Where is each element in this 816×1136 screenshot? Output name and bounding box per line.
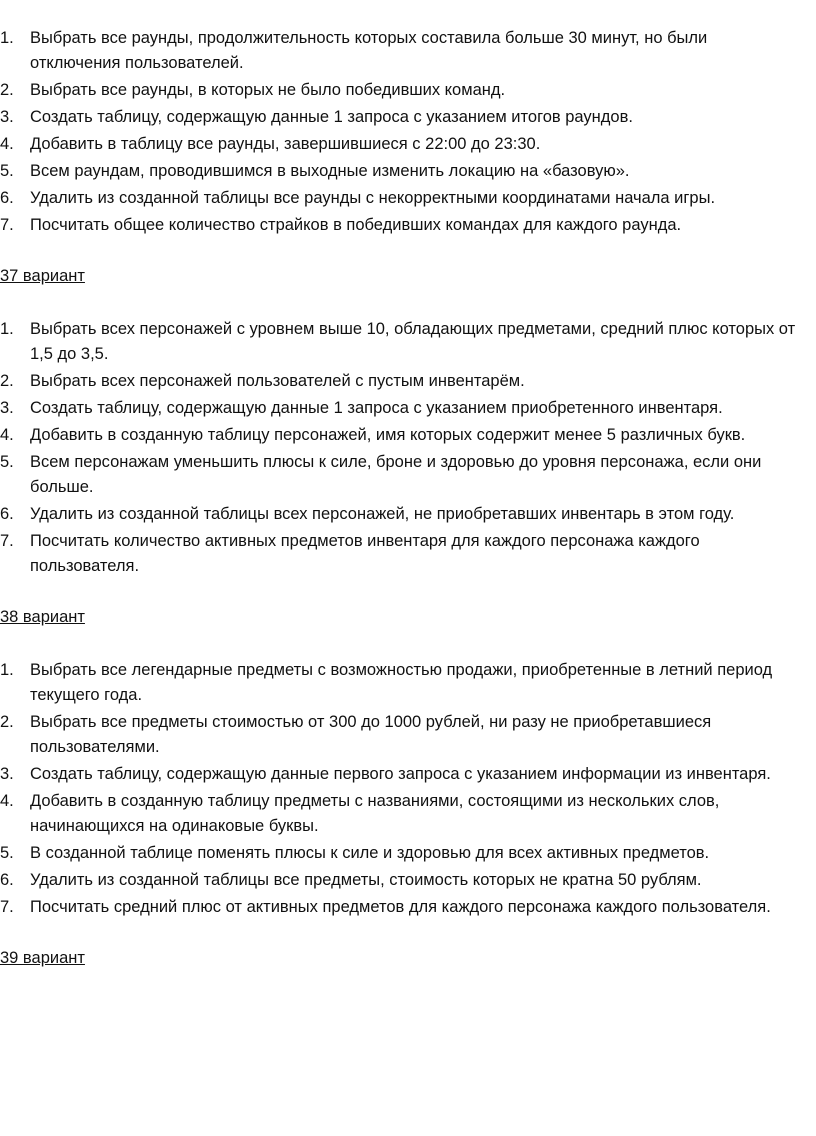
list-item — [0, 841, 816, 866]
task-list-top — [0, 26, 816, 238]
item-text: Посчитать средний плюс от активных предметов для каждого персонажа каждого пользователя. — [30, 898, 771, 916]
item-text: Всем раундам, проводившимся в выходные изменить локацию на «базовую». — [30, 162, 630, 180]
item-number: 4. — [0, 792, 14, 810]
item-text: Удалить из созданной таблицы все раунды с некорректными координатами начала игры. — [30, 189, 716, 207]
item-text: Добавить в созданную таблицу предметы с названиями, состоящими из нескольких слов, начинающихся на одинаковые буквы. — [30, 792, 720, 835]
list-item — [0, 317, 816, 367]
item-text: Выбрать всех персонажей пользователей с пустым инвентарём. — [30, 372, 525, 390]
list-item — [0, 868, 816, 893]
item-text: Выбрать все раунды, в которых не было победивших команд. — [30, 81, 506, 99]
item-number: 1. — [0, 320, 14, 338]
item-number: 4. — [0, 426, 14, 444]
item-number: 1. — [0, 661, 14, 679]
item-number: 3. — [0, 765, 14, 783]
item-number: 7. — [0, 532, 14, 550]
item-number: 2. — [0, 81, 14, 99]
list-item — [0, 132, 816, 157]
item-text: В созданной таблице поменять плюсы к силе и здоровью для всех активных предметов. — [30, 844, 710, 862]
item-number: 6. — [0, 189, 14, 207]
item-text: Добавить в таблицу все раунды, завершившиеся с 22:00 до 23:30. — [30, 135, 541, 153]
item-number: 7. — [0, 216, 14, 234]
list-item — [0, 895, 816, 920]
list-item — [0, 450, 816, 500]
task-list-variant-37 — [0, 317, 816, 579]
task-list-variant-38 — [0, 658, 816, 920]
item-number: 5. — [0, 162, 14, 180]
item-number: 6. — [0, 505, 14, 523]
item-text: Создать таблицу, содержащую данные 1 запроса с указанием итогов раундов. — [30, 108, 633, 126]
item-text: Удалить из созданной таблицы всех персонажей, не приобретавших инвентарь в этом году. — [30, 505, 735, 523]
list-item — [0, 78, 816, 103]
list-item — [0, 762, 816, 787]
variant-37-heading: 37 вариант — [0, 267, 85, 285]
item-text: Выбрать все легендарные предметы с возможностью продажи, приобретенные в летний период текущего года. — [30, 661, 773, 704]
item-number: 3. — [0, 399, 14, 417]
list-item — [0, 789, 816, 839]
item-text: Выбрать все раунды, продолжительность которых составила больше 30 минут, но были отключения пользователей. — [30, 29, 708, 72]
item-text: Создать таблицу, содержащую данные 1 запроса с указанием приобретенного инвентаря. — [30, 399, 723, 417]
list-item — [0, 529, 816, 579]
item-text: Посчитать общее количество страйков в победивших командах для каждого раунда. — [30, 216, 682, 234]
document-page — [0, 26, 816, 971]
item-number: 5. — [0, 453, 14, 471]
list-item — [0, 26, 816, 76]
item-number: 4. — [0, 135, 14, 153]
list-item — [0, 502, 816, 527]
list-item — [0, 423, 816, 448]
item-text: Добавить в созданную таблицу персонажей, имя которых содержит менее 5 различных букв. — [30, 426, 746, 444]
item-text: Посчитать количество активных предметов инвентаря для каждого персонажа каждого пользователя. — [30, 532, 700, 575]
list-item — [0, 710, 816, 760]
list-item — [0, 159, 816, 184]
item-number: 3. — [0, 108, 14, 126]
item-number: 2. — [0, 713, 14, 731]
item-number: 2. — [0, 372, 14, 390]
item-text: Выбрать все предметы стоимостью от 300 до 1000 рублей, ни разу не приобретавшиеся пользователями. — [30, 713, 712, 756]
item-text: Всем персонажам уменьшить плюсы к силе, броне и здоровью до уровня персонажа, если они больше. — [30, 453, 762, 496]
variant-38-heading: 38 вариант — [0, 608, 85, 626]
item-number: 6. — [0, 871, 14, 889]
item-number: 1. — [0, 29, 14, 47]
item-text: Создать таблицу, содержащую данные первого запроса с указанием информации из инвентаря. — [30, 765, 771, 783]
item-number: 7. — [0, 898, 14, 916]
list-item — [0, 105, 816, 130]
item-number: 5. — [0, 844, 14, 862]
list-item — [0, 396, 816, 421]
list-item — [0, 369, 816, 394]
item-text: Удалить из созданной таблицы все предметы, стоимость которых не кратна 50 рублям. — [30, 871, 702, 889]
list-item — [0, 213, 816, 238]
list-item — [0, 658, 816, 708]
list-item — [0, 186, 816, 211]
variant-39-heading: 39 вариант — [0, 949, 85, 967]
item-text: Выбрать всех персонажей с уровнем выше 10, обладающих предметами, средний плюс которых от 1,5 до 3,5. — [30, 320, 796, 363]
